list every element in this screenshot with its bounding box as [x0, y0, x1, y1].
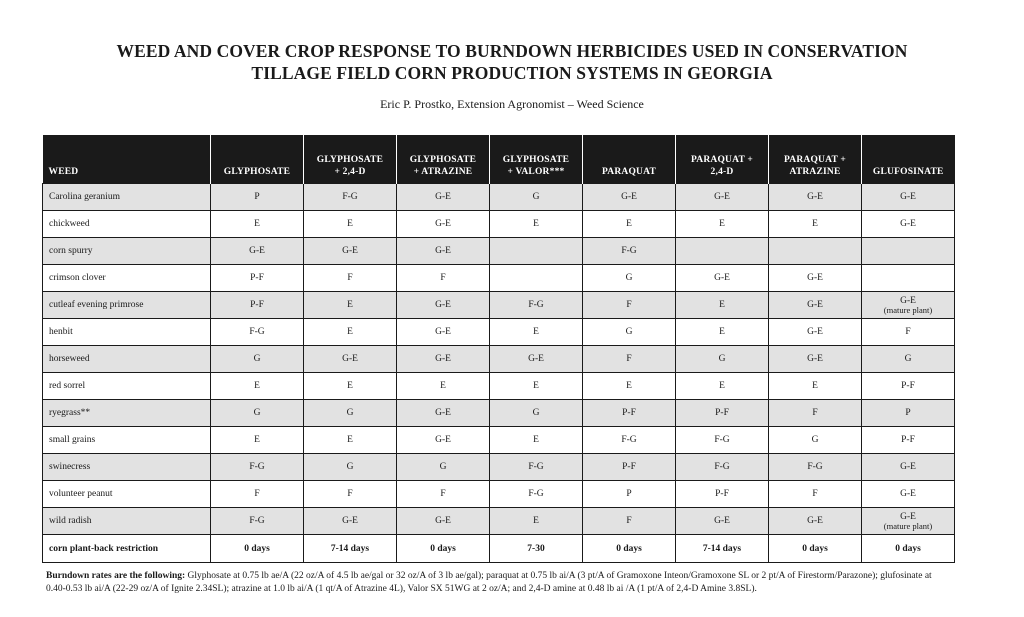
rating-value: G [253, 408, 261, 418]
rating-value: G [253, 354, 261, 364]
table-row [43, 400, 955, 427]
rating-cell [304, 292, 397, 319]
table-header-row [43, 135, 955, 184]
rating-cell [676, 481, 769, 508]
weed-name-cell: corn spurry [43, 238, 211, 265]
weed-name-cell: swinecress [43, 454, 211, 481]
rating-value: F-G [249, 516, 265, 526]
plant-back-cell: 7-14 days [304, 535, 397, 563]
rating-cell [490, 481, 583, 508]
rating-value: F-G [807, 462, 823, 472]
rating-value: G-E [807, 300, 823, 310]
rating-cell [676, 400, 769, 427]
rating-cell [304, 346, 397, 373]
rating-cell [862, 184, 955, 211]
plant-back-cell: 0 days [862, 535, 955, 563]
rating-cell [211, 454, 304, 481]
rating-value: G-E [714, 516, 730, 526]
rating-cell [490, 319, 583, 346]
rating-value: G-E [900, 192, 916, 202]
rating-cell [397, 319, 490, 346]
rating-value: P-F [715, 408, 729, 418]
rating-value: G-E [435, 219, 451, 229]
rating-value: E [719, 219, 725, 229]
rating-cell [397, 184, 490, 211]
rating-cell [304, 265, 397, 292]
rating-cell [676, 211, 769, 238]
weed-name-cell: ryegrass** [43, 400, 211, 427]
rating-value: G-E [900, 511, 916, 522]
rating-cell [676, 319, 769, 346]
rating-value: P-F [250, 300, 264, 310]
rating-value: F-G [528, 462, 544, 472]
rating-cell [397, 400, 490, 427]
rating-cell [583, 319, 676, 346]
rating-value: G-E [714, 192, 730, 202]
weed-name-cell: horseweed [43, 346, 211, 373]
rating-cell [304, 481, 397, 508]
header-text-line: WEED [48, 167, 79, 177]
rating-cell [490, 211, 583, 238]
rating-value: F [347, 489, 353, 499]
rating-note: (mature plant) [883, 304, 933, 315]
author-line: Eric P. Prostko, Extension Agronomist – Weed Science [380, 97, 644, 111]
rating-cell [862, 400, 955, 427]
rating-value: G [346, 462, 354, 472]
table-row [43, 292, 955, 319]
rating-value: G-E [807, 516, 823, 526]
column-header-treatment [304, 135, 397, 184]
rating-value: E [347, 327, 353, 337]
rating-value: G-E [435, 327, 451, 337]
rating-cell [583, 184, 676, 211]
rating-value: G-E [807, 192, 823, 202]
rating-cell [676, 265, 769, 292]
rating-cell [397, 292, 490, 319]
rating-value: G [532, 408, 540, 418]
rating-cell [397, 373, 490, 400]
rating-value: E [812, 381, 818, 391]
rating-cell [769, 427, 862, 454]
plant-back-restriction-row [43, 535, 955, 563]
rating-cell [490, 292, 583, 319]
rating-cell [211, 481, 304, 508]
burndown-rates-footnote [46, 570, 951, 595]
rating-value: G [625, 327, 633, 337]
rating-cell [490, 508, 583, 535]
weed-name-cell: henbit [43, 319, 211, 346]
rating-cell [397, 508, 490, 535]
rating-cell [211, 292, 304, 319]
rating-cell [490, 427, 583, 454]
rating-value: F [440, 273, 446, 283]
header-text-line: + ATRAZINE [413, 167, 473, 177]
rating-value: G [532, 192, 540, 202]
rating-value: G-E [342, 354, 358, 364]
rating-value: G-E [435, 354, 451, 364]
plant-back-cell: 0 days [211, 535, 304, 563]
rating-value: P [626, 489, 632, 499]
rating-value: F-G [714, 462, 730, 472]
rating-cell [769, 373, 862, 400]
rating-value: P-F [622, 408, 636, 418]
column-header-treatment [676, 135, 769, 184]
rating-value: G-E [435, 516, 451, 526]
rating-cell [862, 346, 955, 373]
rating-value: G-E [807, 354, 823, 364]
table-row [43, 508, 955, 535]
table-row [43, 346, 955, 373]
rating-cell [862, 211, 955, 238]
rating-cell [676, 292, 769, 319]
header-text-line: PARAQUAT + [783, 155, 847, 165]
rating-value: F [905, 327, 911, 337]
rating-cell [490, 265, 583, 292]
rating-value: G-E [342, 516, 358, 526]
rating-cell [583, 481, 676, 508]
rating-cell [397, 238, 490, 265]
weed-name-cell: chickweed [43, 211, 211, 238]
weed-name-cell: cutleaf evening primrose [43, 292, 211, 319]
rating-cell [769, 265, 862, 292]
rating-cell [583, 400, 676, 427]
column-header-weed [43, 135, 211, 184]
rating-value: F-G [621, 435, 637, 445]
header-text-line: GLYPHOSATE [502, 155, 570, 165]
table-row [43, 481, 955, 508]
title-line-2: TILLAGE FIELD CORN PRODUCTION SYSTEMS IN GEORGIA [251, 63, 773, 83]
header-text-line: GLYPHOSATE [316, 155, 384, 165]
rating-note: (mature plant) [883, 520, 933, 531]
rating-value: G-E [435, 300, 451, 310]
rating-cell [769, 346, 862, 373]
rating-cell [583, 508, 676, 535]
rating-cell [304, 211, 397, 238]
rating-value: G-E [435, 192, 451, 202]
plant-back-label: corn plant-back restriction [43, 535, 211, 563]
rating-value: F-G [621, 246, 637, 256]
table-row [43, 238, 955, 265]
weed-name-cell: volunteer peanut [43, 481, 211, 508]
rating-value: E [347, 300, 353, 310]
rating-cell [769, 400, 862, 427]
rating-cell [397, 211, 490, 238]
rating-value: F-G [528, 300, 544, 310]
rating-cell [490, 238, 583, 265]
weed-name-cell: Carolina geranium [43, 184, 211, 211]
plant-back-cell: 0 days [397, 535, 490, 563]
rating-cell [862, 292, 955, 319]
rating-cell [583, 454, 676, 481]
rating-value: G-E [435, 408, 451, 418]
rating-value: P-F [715, 489, 729, 499]
rating-cell [862, 319, 955, 346]
table-row [43, 373, 955, 400]
rating-cell [304, 427, 397, 454]
rating-value: F [626, 354, 632, 364]
rating-value: E [719, 381, 725, 391]
rating-cell [490, 454, 583, 481]
rating-cell [304, 400, 397, 427]
rating-value: G-E [714, 273, 730, 283]
weed-name-cell: wild radish [43, 508, 211, 535]
rating-cell [583, 373, 676, 400]
rating-value: E [719, 327, 725, 337]
footnote-lead: Burndown rates are the following: [46, 571, 186, 581]
rating-value: G [439, 462, 447, 472]
table-body [43, 184, 955, 563]
rating-value: G-E [249, 246, 265, 256]
rating-cell [769, 238, 862, 265]
rating-cell [769, 292, 862, 319]
rating-cell [211, 373, 304, 400]
rating-value: G-E [621, 192, 637, 202]
weed-name-cell: red sorrel [43, 373, 211, 400]
rating-value: F-G [249, 327, 265, 337]
table-row [43, 454, 955, 481]
rating-value: E [347, 219, 353, 229]
rating-value: F [626, 300, 632, 310]
header-text-line: 2,4-D [710, 167, 734, 177]
rating-cell [211, 346, 304, 373]
rating-cell [583, 346, 676, 373]
rating-value: G-E [435, 435, 451, 445]
plant-back-cell: 7-14 days [676, 535, 769, 563]
rating-value: F [347, 273, 353, 283]
rating-cell [862, 481, 955, 508]
rating-cell [490, 346, 583, 373]
rating-cell [211, 400, 304, 427]
rating-value: E [719, 300, 725, 310]
rating-value: G [346, 408, 354, 418]
rating-value: E [440, 381, 446, 391]
rating-value: E [533, 381, 539, 391]
rating-cell [304, 238, 397, 265]
rating-value: G-E [807, 327, 823, 337]
rating-cell [862, 508, 955, 535]
rating-value: G-E [342, 246, 358, 256]
header-text-line: + 2,4-D [334, 167, 366, 177]
rating-cell [769, 211, 862, 238]
rating-value: E [347, 381, 353, 391]
rating-cell [676, 346, 769, 373]
rating-cell [211, 508, 304, 535]
rating-value: P [905, 408, 911, 418]
rating-value: E [347, 435, 353, 445]
plant-back-cell: 7-30 [490, 535, 583, 563]
rating-cell [211, 184, 304, 211]
rating-value: F-G [342, 192, 358, 202]
weed-name-cell: crimson clover [43, 265, 211, 292]
rating-cell [862, 454, 955, 481]
rating-cell [211, 211, 304, 238]
header-text-line: GLYPHOSATE [409, 155, 477, 165]
column-header-treatment [862, 135, 955, 184]
rating-value: F-G [528, 489, 544, 499]
rating-cell [211, 238, 304, 265]
rating-value: G [625, 273, 633, 283]
rating-value: E [254, 381, 260, 391]
rating-cell [769, 481, 862, 508]
rating-cell [397, 454, 490, 481]
rating-cell [583, 238, 676, 265]
rating-cell [490, 400, 583, 427]
rating-cell [769, 184, 862, 211]
header-text-line: + VALOR*** [507, 167, 565, 177]
rating-cell [397, 427, 490, 454]
rating-cell [304, 319, 397, 346]
rating-value: F [812, 408, 818, 418]
rating-value: G-E [435, 246, 451, 256]
rating-value: E [254, 435, 260, 445]
header-text-line: ATRAZINE [789, 167, 841, 177]
rating-value: G-E [900, 219, 916, 229]
rating-value: G [718, 354, 726, 364]
rating-value: F [626, 516, 632, 526]
rating-cell [304, 454, 397, 481]
rating-value: F [440, 489, 446, 499]
rating-cell [676, 184, 769, 211]
rating-value: G-E [900, 462, 916, 472]
rating-cell [676, 454, 769, 481]
title-line-1: WEED AND COVER CROP RESPONSE TO BURNDOWN HERBICIDES USED IN CONSERVATION [116, 41, 908, 61]
rating-cell [211, 265, 304, 292]
rating-value: G-E [900, 489, 916, 499]
rating-cell [304, 508, 397, 535]
rating-value: F-G [714, 435, 730, 445]
rating-cell [490, 184, 583, 211]
table-row [43, 427, 955, 454]
rating-cell [304, 373, 397, 400]
rating-cell [676, 508, 769, 535]
rating-value: G-E [807, 273, 823, 283]
rating-cell [397, 481, 490, 508]
rating-value: E [533, 516, 539, 526]
rating-cell [211, 319, 304, 346]
rating-value: P-F [901, 435, 915, 445]
rating-value: E [254, 219, 260, 229]
table-row [43, 265, 955, 292]
rating-cell [676, 238, 769, 265]
rating-value: F [812, 489, 818, 499]
rating-value: P-F [901, 381, 915, 391]
rating-cell [676, 427, 769, 454]
rating-value: G [904, 354, 912, 364]
header-text-line: GLUFOSINATE [872, 167, 944, 177]
rating-cell [211, 427, 304, 454]
rating-cell [490, 373, 583, 400]
document-title [0, 40, 1024, 84]
rating-cell [862, 373, 955, 400]
rating-value: E [626, 381, 632, 391]
footnote-text: Glyphosate at 0.75 lb ae/A (22 oz/A of 4.5 lb ae/gal or 32 oz/A of 3 lb ae/gal); paraquat at 0.75 lb ai/A (3 pt/A of Gramoxone Inteon/Gramoxone SL or 2 pt/A of Firestorm/Parazone); glufosinate at 0.40-0.53 lb ai/A (22-29 oz/A of Ignite 2.34SL); atrazine at 1.0 lb ai/A (1 qt/A of Atrazine 4L), Valor SX 51WG at 2 oz/A; and 2,4-D amine at 0.48 lb ai /A (1 pt/A of 2,4-D Amine 3.8SL). [46, 571, 932, 594]
rating-value: E [626, 219, 632, 229]
plant-back-cell: 0 days [583, 535, 676, 563]
column-header-treatment [397, 135, 490, 184]
rating-cell [583, 211, 676, 238]
plant-back-cell: 0 days [769, 535, 862, 563]
rating-value: P [254, 192, 260, 202]
column-header-treatment [211, 135, 304, 184]
rating-cell [862, 265, 955, 292]
rating-cell [583, 292, 676, 319]
header-text-line: GLYPHOSATE [223, 167, 291, 177]
rating-cell [862, 238, 955, 265]
column-header-treatment [583, 135, 676, 184]
rating-cell [676, 373, 769, 400]
rating-cell [862, 427, 955, 454]
rating-value: P-F [250, 273, 264, 283]
table-row [43, 211, 955, 238]
rating-value: E [812, 219, 818, 229]
rating-cell [397, 346, 490, 373]
rating-cell [304, 184, 397, 211]
rating-value: F-G [249, 462, 265, 472]
column-header-treatment [490, 135, 583, 184]
rating-cell [769, 319, 862, 346]
rating-value: P-F [622, 462, 636, 472]
rating-value: E [533, 435, 539, 445]
rating-value: G-E [528, 354, 544, 364]
rating-value: G-E [900, 295, 916, 306]
rating-value: G [811, 435, 819, 445]
rating-value: E [533, 219, 539, 229]
rating-cell [397, 265, 490, 292]
weed-name-cell: small grains [43, 427, 211, 454]
rating-value: F [254, 489, 260, 499]
rating-value: E [533, 327, 539, 337]
rating-cell [583, 265, 676, 292]
table-row [43, 319, 955, 346]
header-text-line: PARAQUAT + [690, 155, 754, 165]
herbicide-response-table [42, 135, 955, 563]
rating-cell [769, 454, 862, 481]
table-row [43, 184, 955, 211]
rating-cell [583, 427, 676, 454]
column-header-treatment [769, 135, 862, 184]
header-text-line: PARAQUAT [601, 167, 657, 177]
rating-cell [769, 508, 862, 535]
